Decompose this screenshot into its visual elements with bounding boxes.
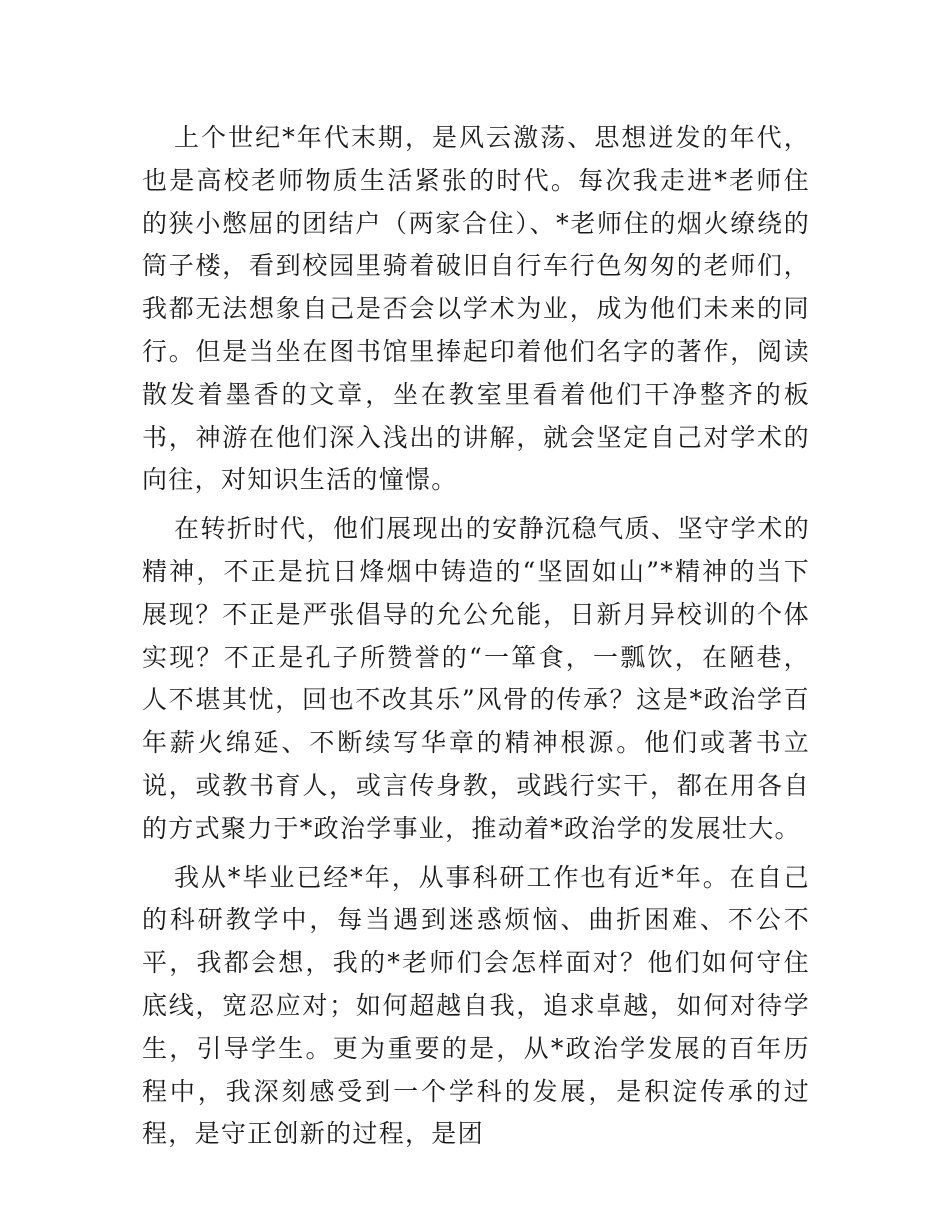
paragraph-2: 在转折时代，他们展现出的安静沉稳气质、坚守学术的精神，不正是抗日烽烟中铸造的“坚固如山”*精神的当下展现？不正是严张倡导的允公允能，日新月异校训的个体实现？不正是孔子所赞誉的“一箪食，一瓢饮，在陋巷，人不堪其忧，回也不改其乐”风骨的传承？这是*政治学百年薪火绵延、不断续写华章的精神根源。他们或著书立说，或教书育人，或言传身教，或践行实干，都在用各自的方式聚力于*政治学事业，推动着*政治学的发展壮大。 (142, 514, 810, 843)
paragraph-3: 我从*毕业已经*年，从事科研工作也有近*年。在自己的科研教学中，每当遇到迷惑烦恼、曲折困难、不公不平，我都会想，我的*老师们会怎样面对？他们如何守住底线，宽忍应对；如何超越自我，追求卓越，如何对待学生，引导学生。更为重要的是，从*政治学发展的百年历程中，我深刻感受到一个学科的发展，是积淀传承的过程，是守正创新的过程，是团 (142, 862, 810, 1149)
paragraph-1: 上个世纪*年代末期，是风云激荡、思想迸发的年代，也是高校老师物质生活紧张的时代。每次我走进*老师住的狭小憋屈的团结户（两家合住）、*老师住的烟火缭绕的筒子楼，看到校园里骑着破旧自行车行色匆匆的老师们，我都无法想象自己是否会以学术为业，成为他们未来的同行。但是当坐在图书馆里捧起印着他们名字的著作，阅读散发着墨香的文章，坐在教室里看着他们干净整齐的板书，神游在他们深入浅出的讲解，就会坚定自己对学术的向往，对知识生活的憧憬。 (142, 123, 810, 495)
document-body (142, 117, 810, 1162)
